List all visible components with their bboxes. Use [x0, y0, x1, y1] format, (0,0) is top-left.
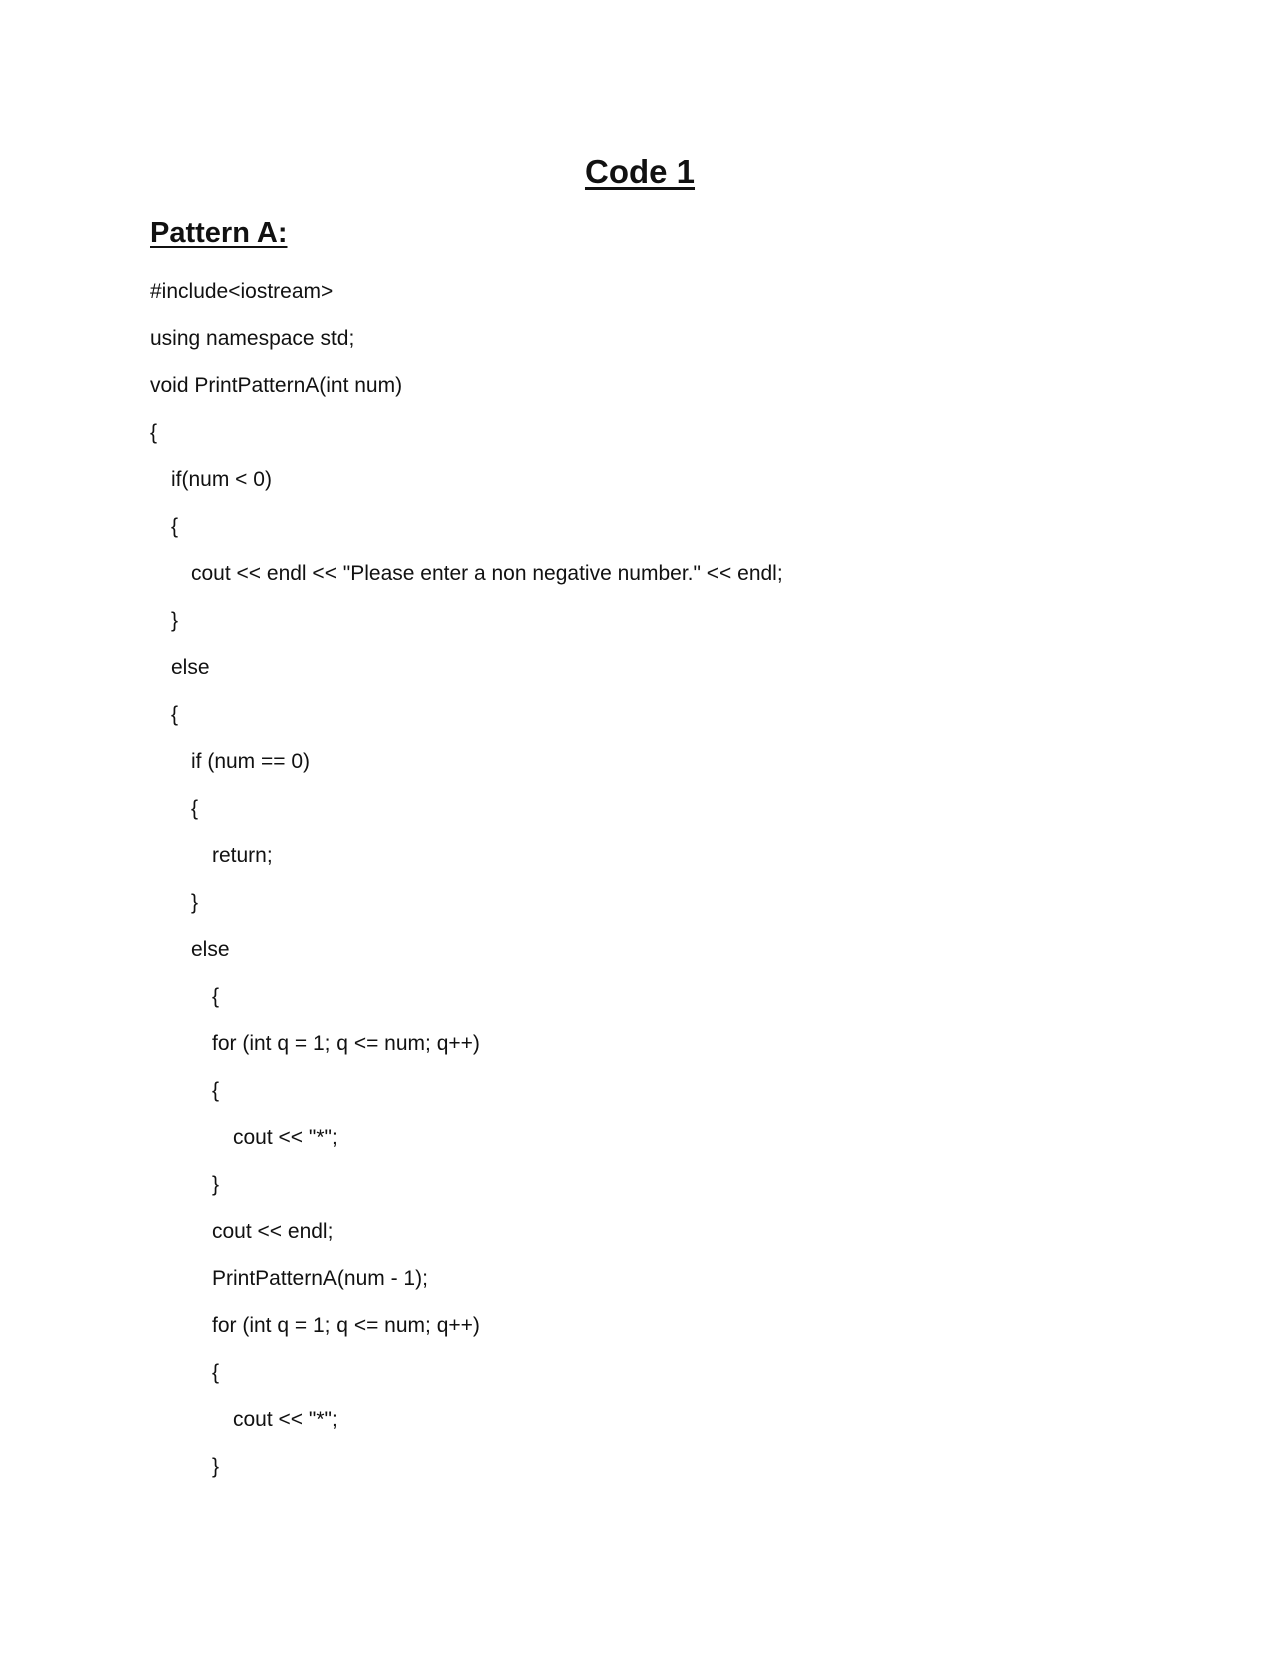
code-line: void PrintPatternA(int num) — [150, 374, 403, 397]
code-line: cout << "*"; — [233, 1126, 338, 1149]
code-line: { — [191, 797, 199, 820]
code-line: { — [212, 1361, 220, 1384]
code-line: return; — [212, 844, 273, 867]
code-block — [150, 272, 1150, 1494]
code-line: { — [212, 985, 220, 1008]
code-line: cout << endl << "Please enter a non negative number." << endl; — [191, 562, 783, 585]
code-line: else — [171, 656, 210, 679]
code-line: { — [171, 703, 179, 726]
code-line: cout << "*"; — [233, 1408, 338, 1431]
code-line: } — [212, 1455, 220, 1478]
code-line: using namespace std; — [150, 327, 355, 350]
document-title: Code 1 — [584, 153, 696, 190]
code-line: if (num == 0) — [191, 750, 311, 773]
code-line: else — [191, 938, 230, 961]
code-line: } — [212, 1173, 220, 1196]
code-line: } — [171, 609, 179, 632]
code-line: } — [191, 891, 199, 914]
code-line: { — [171, 515, 179, 538]
code-line: PrintPatternA(num - 1); — [212, 1267, 428, 1290]
code-line: if(num < 0) — [171, 468, 272, 491]
code-line: cout << endl; — [212, 1220, 334, 1243]
code-line: { — [150, 421, 158, 444]
code-line: #include<iostream> — [150, 280, 334, 303]
code-line: for (int q = 1; q <= num; q++) — [212, 1032, 480, 1055]
code-line: { — [212, 1079, 220, 1102]
code-line: for (int q = 1; q <= num; q++) — [212, 1314, 480, 1337]
section-heading: Pattern A: — [150, 217, 288, 249]
